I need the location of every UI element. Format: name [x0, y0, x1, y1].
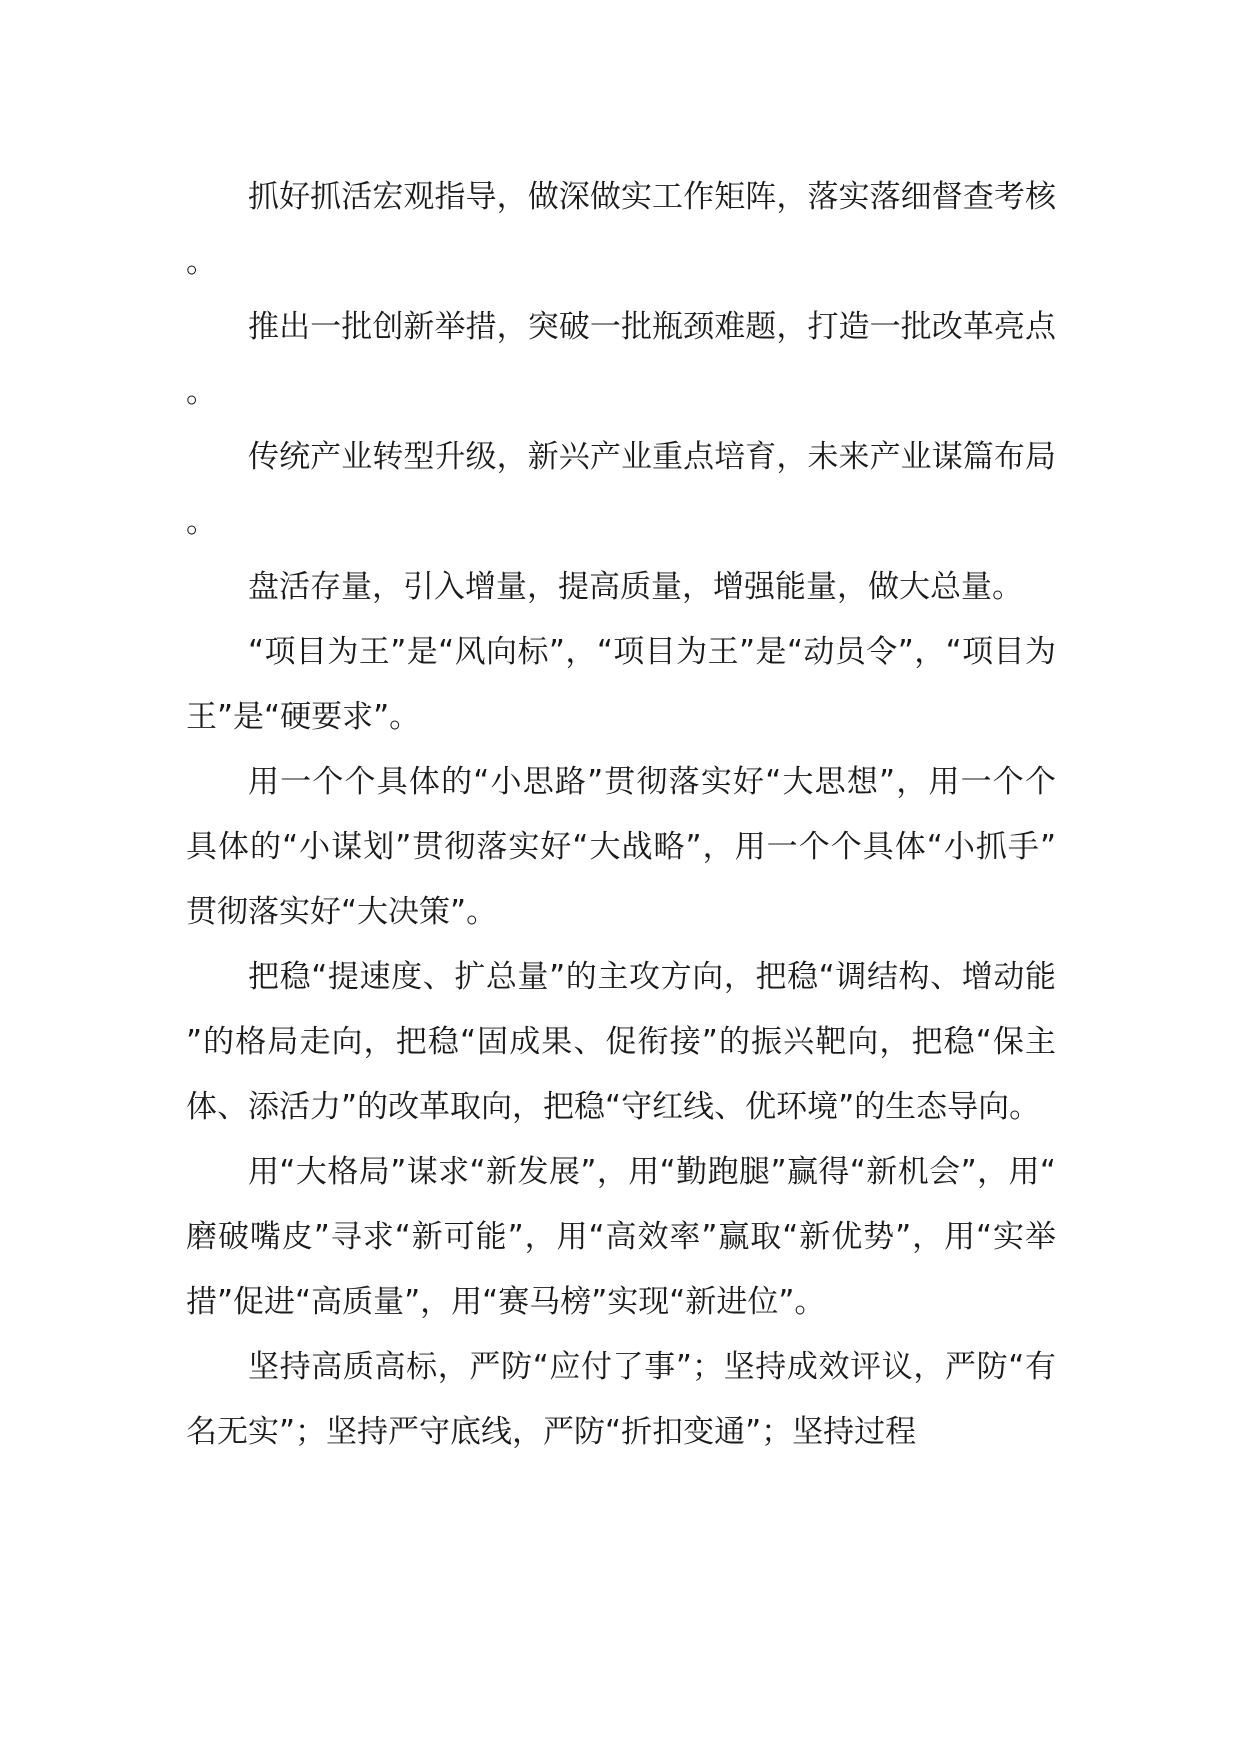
paragraph-2: 推出一批创新举措，突破一批瓶颈难题，打造一批改革亮点。 — [186, 309, 1056, 410]
paragraph-3: 传统产业转型升级，新兴产业重点培育，未来产业谋篇布局。 — [186, 439, 1056, 540]
paragraph-6: 用一个个具体的“小思路”贯彻落实好“大思想”，用一个个具体的“小谋划”贯彻落实好“大战略”，用一个个具体“小抓手”贯彻落实好“大决策”。 — [186, 764, 1056, 930]
paragraph-9: 坚持高质高标，严防“应付了事”；坚持成效评议，严防“有名无实”；坚持严守底线，严防“折扣变通”；坚持过程 — [186, 1349, 1056, 1450]
paragraph-8: 用“大格局”谋求“新发展”，用“勤跑腿”赢得“新机会”，用“磨破嘴皮”寻求“新可能”，用“高效率”赢取“新优势”，用“实举措”促进“高质量”，用“赛马榜”实现“新进位”。 — [186, 1154, 1056, 1320]
paragraph-7: 把稳“提速度、扩总量”的主攻方向，把稳“调结构、增动能”的格局走向，把稳“固成果、促衔接”的振兴靶向，把稳“保主体、添活力”的改革取向，把稳“守红线、优环境”的生态导向。 — [186, 959, 1056, 1125]
paragraph-1: 抓好抓活宏观指导，做深做实工作矩阵，落实落细督查考核。 — [186, 179, 1056, 280]
paragraph-4: 盘活存量，引入增量，提高质量，增强能量，做大总量。 — [248, 569, 1023, 605]
document-body — [186, 165, 1056, 1465]
paragraph-5: “项目为王”是“风向标”，“项目为王”是“动员令”，“项目为王”是“硬要求”。 — [186, 634, 1056, 735]
